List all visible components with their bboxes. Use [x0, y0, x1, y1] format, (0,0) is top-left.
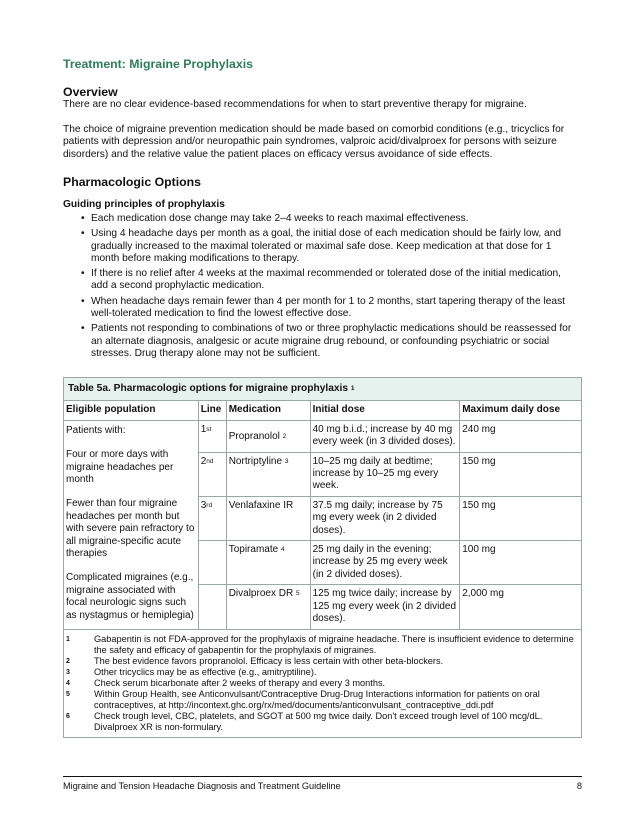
header-initial-dose: Initial dose	[310, 401, 460, 420]
prophylaxis-table	[63, 377, 582, 738]
footnote: 6 Check trough level, CBC, platelets, and SGOT at 500 mg twice daily. Don't exceed trough level of 100 mcg/dL. Divalproex XR is non-formulary.	[66, 710, 543, 732]
line-cell: 1st	[198, 420, 226, 452]
footnote: 2 The best evidence favors propranolol. Efficacy is less certain with other beta-blockers.	[66, 655, 444, 666]
table-row	[64, 420, 582, 452]
initial-dose-cell: 37.5 mg daily; increase by 75 mg every week (in 2 divided doses).	[310, 496, 460, 540]
medication-cell: Topiramate $^4$	[226, 541, 310, 585]
list-item: • Using 4 headache days per month as a goal, the initial dose of each medication should be fairly low, and gradually increased to the maximal tolerated or maximal safe dose. Keep medication at that dose for 1 month before making modifications to therapy.	[81, 228, 579, 265]
max-dose-cell: 150 mg	[460, 496, 582, 540]
eligible-population-cell: Patients with: Four or more days with migraine headaches per month Fewer than four migraine headaches per month but with severe pain refractory to all migraine-specific acute therapies Complicated migraines (e.g., migraine associated with focal neurologic signs such as nystagmus or hemiplegia)	[64, 420, 199, 629]
list-item: • When headache days remain fewer than 4 per month for 1 to 2 months, start tapering therapy of the least well-tolerated medication to find the lowest effective dose.	[81, 296, 579, 321]
pharmacologic-options-heading: Pharmacologic Options	[63, 175, 202, 189]
initial-dose-cell: 125 mg twice daily; increase by 125 mg every week (in 2 divided doses).	[310, 585, 460, 629]
list-item: • Each medication dose change may take 2–4 weeks to reach maximal effectiveness.	[81, 213, 579, 225]
line-cell: 2nd	[198, 452, 226, 496]
table-header-row	[64, 401, 582, 420]
footnote: 1 Gabapentin is not FDA-approved for the prophylaxis of migraine headache. There is insufficient evidence to determine the safety and efficacy of gabapentin for the prophylaxis of migraines.	[66, 633, 574, 655]
table-caption: Table 5a. Pharmacologic options for migraine prophylaxis $^1$	[64, 378, 582, 401]
line-cell	[198, 585, 226, 629]
max-dose-cell: 2,000 mg	[460, 585, 582, 629]
page-title: Treatment: Migraine Prophylaxis	[63, 57, 253, 71]
document-body	[63, 52, 579, 360]
medication-cell: Nortriptyline $^3$	[226, 452, 310, 496]
initial-dose-cell: 40 mg b.i.d.; increase by 40 mg every week (in 3 divided doses).	[310, 420, 460, 452]
line-cell	[198, 541, 226, 585]
max-dose-cell: 100 mg	[460, 541, 582, 585]
line-cell: 3rd	[198, 496, 226, 540]
overview-paragraph-2: The choice of migraine prevention medication should be made based on comorbid conditions (e.g., tricyclics for patients with depression and/or neuropathic pain syndromes, valproic acid/divalproex for persons with seizure disorders) and the relative value the patient places on efficacy versus avoidance of side effects.	[63, 123, 565, 160]
page-footer	[63, 776, 582, 791]
footnote: 3 Other tricyclics may be as effective (e.g., amitryptiline).	[66, 666, 317, 677]
medication-cell: Venlafaxine IR	[226, 496, 310, 540]
overview-paragraph-1: There are no clear evidence-based recommendations for when to start preventive therapy for migraine.	[63, 99, 527, 110]
guiding-principles-heading: Guiding principles of prophylaxis	[63, 199, 225, 210]
footnote: 5 Within Group Health, see Anticonvulsant/Contraceptive Drug-Drug Interactions information for patients on oral contraceptives, at http://incontext.ghc.org/rx/med/documents/anticonvulsant_contraceptive_ddi.pdf	[66, 688, 540, 710]
medication-cell: Propranolol $^2$	[226, 420, 310, 452]
max-dose-cell: 150 mg	[460, 452, 582, 496]
footer-title: Migraine and Tension Headache Diagnosis and Treatment Guideline	[63, 781, 341, 791]
principles-list	[81, 213, 579, 360]
overview-heading: Overview	[63, 85, 118, 99]
page-number: 8	[576, 781, 582, 791]
max-dose-cell: 240 mg	[460, 420, 582, 452]
footnote: 4 Check serum bicarbonate after 2 weeks of therapy and every 3 months.	[66, 677, 386, 688]
list-item: • If there is no relief after 4 weeks at the maximal recommended or tolerated dose of the initial medication, add a second prophylactic medication.	[81, 268, 579, 293]
table-footnotes	[64, 629, 582, 737]
initial-dose-cell: 10–25 mg daily at bedtime; increase by 10–25 mg every week.	[310, 452, 460, 496]
header-line: Line	[198, 401, 226, 420]
header-population: Eligible population	[64, 401, 199, 420]
list-item: • Patients not responding to combinations of two or three prophylactic medications should be reassessed for an alternate diagnosis, analgesic or acute migraine drug rebound, or confounding psychiatric or social stresses. Drug therapy alone may not be sufficient.	[81, 323, 579, 360]
initial-dose-cell: 25 mg daily in the evening; increase by 25 mg every week (in 2 divided doses).	[310, 541, 460, 585]
medication-cell: Divalproex DR $^5$	[226, 585, 310, 629]
header-medication: Medication	[226, 401, 310, 420]
header-max-dose: Maximum daily dose	[460, 401, 582, 420]
